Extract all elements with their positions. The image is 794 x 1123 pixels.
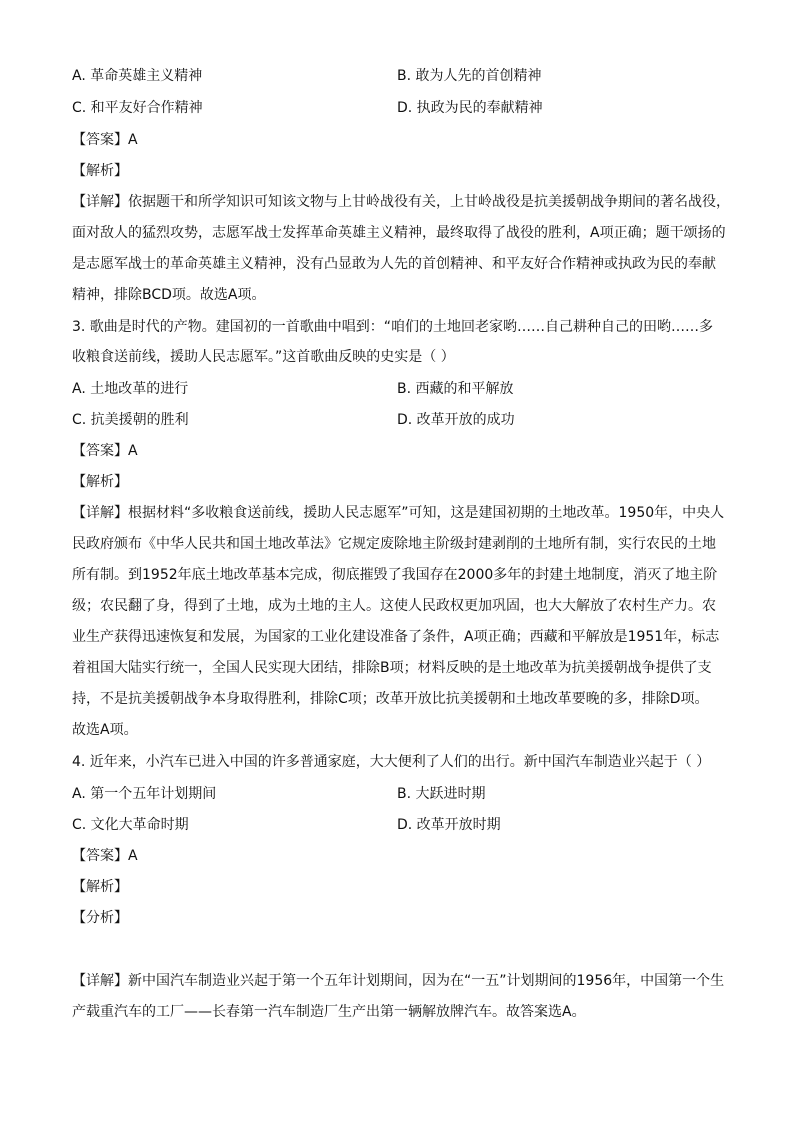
q4-option-d: D. 改革开放时期: [397, 817, 501, 833]
q2-analysis-heading: 【解析】: [72, 163, 128, 179]
q2-option-b: B. 敢为人先的首创精神: [397, 68, 542, 84]
q3-stem-line: 收粮食送前线，援助人民志愿军。”这首歌曲反映的史实是（ ）: [72, 349, 455, 365]
q4-analysis-heading: 【解析】: [72, 879, 128, 895]
q3-detail-line: 业生产获得迅速恢复和发展，为国家的工业化建设准备了条件，A项正确；西藏和平解放是1951年，标志: [72, 629, 720, 645]
q4-detail-line: 产载重汽车的工厂——长春第一汽车制造厂生产出第一辆解放牌汽车。故答案选A。: [72, 1004, 586, 1020]
q3-detail-line: 所有制。到1952年底土地改革基本完成，彻底摧毁了我国存在2000多年的封建土地制度，消灭了地主阶: [72, 567, 718, 583]
q4-option-b: B. 大跃进时期: [397, 786, 486, 802]
q3-option-b: B. 西藏的和平解放: [397, 381, 514, 397]
q3-option-c: C. 抗美援朝的胜利: [72, 412, 189, 428]
q3-answer: 【答案】A: [72, 443, 138, 459]
q3-detail-line: 级；农民翻了身，得到了土地，成为土地的主人。这使人民政权更加巩固，也大大解放了农村生产力。农: [72, 598, 716, 614]
q3-detail-line: 民政府颁布《中华人民共和国土地改革法》它规定废除地主阶级封建剥削的土地所有制，实行农民的土地: [72, 536, 716, 552]
q4-option-c: C. 文化大革命时期: [72, 817, 189, 833]
q2-option-d: D. 执政为民的奉献精神: [397, 100, 543, 116]
q4-stem: 4. 近年来，小汽车已进入中国的许多普通家庭，大大便利了人们的出行。新中国汽车制造业兴起于（ ）: [72, 754, 711, 770]
q3-detail-line: 【详解】根据材料“多收粮食送前线，援助人民志愿军”可知，这是建国初期的土地改革。1950年，中央人: [72, 505, 725, 521]
q2-detail-line: 精神，排除BCD项。故选A项。: [72, 287, 266, 303]
q2-detail-line: 是志愿军战士的革命英雄主义精神，没有凸显敢为人先的首创精神、和平友好合作精神或执政为民的奉献: [72, 256, 716, 272]
q3-stem-line: 3. 歌曲是时代的产物。建国初的一首歌曲中唱到：“咱们的土地回老家哟……自己耕种自己的田哟……多: [72, 319, 714, 335]
q4-fenxi-heading: 【分析】: [72, 910, 128, 926]
q4-option-a: A. 第一个五年计划期间: [72, 786, 217, 802]
q2-answer: 【答案】A: [72, 132, 138, 148]
q3-option-a: A. 土地改革的进行: [72, 381, 189, 397]
q2-option-c: C. 和平友好合作精神: [72, 100, 203, 116]
q4-detail-line: 【详解】新中国汽车制造业兴起于第一个五年计划期间，因为在“一五”计划期间的1956年，中国第一个生: [72, 973, 725, 989]
q4-answer: 【答案】A: [72, 848, 138, 864]
q2-option-a: A. 革命英雄主义精神: [72, 68, 203, 84]
q3-analysis-heading: 【解析】: [72, 474, 128, 490]
q3-option-d: D. 改革开放的成功: [397, 412, 515, 428]
q2-detail-line: 【详解】依据题干和所学知识可知该文物与上甘岭战役有关，上甘岭战役是抗美援朝战争期间的著名战役，: [72, 194, 730, 210]
q2-detail-line: 面对敌人的猛烈攻势，志愿军战士发挥革命英雄主义精神，最终取得了战役的胜利，A项正确；题干颂扬的: [72, 225, 726, 241]
q3-detail-line: 持，不是抗美援朝战争本身取得胜利，排除C项；改革开放比抗美援朝和土地改革要晚的多，排除D项。: [72, 691, 709, 707]
q3-detail-line: 故选A项。: [72, 722, 138, 738]
q3-detail-line: 着祖国大陆实行统一，全国人民实现大团结，排除B项；材料反映的是土地改革为抗美援朝战争提供了支: [72, 660, 712, 676]
